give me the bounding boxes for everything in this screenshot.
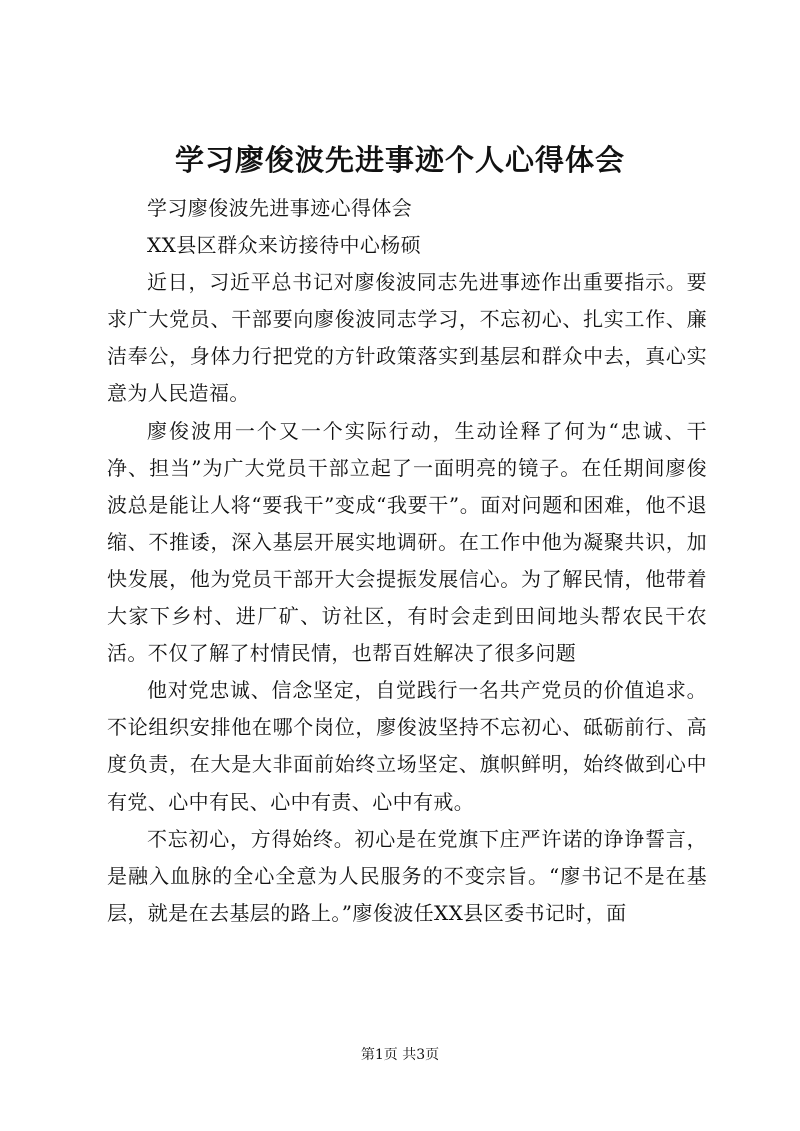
paragraph: 他对党忠诚、信念坚定，自觉践行一名共产党员的价值追求。不论组织安排他在哪个岗位，廖俊波坚持不忘初心、砥砺前行、高度负责，在大是大非面前始终立场坚定、旗帜鲜明，始终做到心中有党、心中有民、心中有责、心中有戒。 <box>107 678 707 814</box>
paragraph: 廖俊波用一个又一个实际行动，生动诠释了何为“忠诚、干净、担当”为广大党员干部立起了一面明亮的镜子。在任期间廖俊波总是能让人将“要我干”变成“我要干”。面对问题和困难，他不退缩、不推诿，深入基层开展实地调研。在工作中他为凝聚共识，加快发展，他为党员干部开大会提振发展信心。为了解民情，他带着大家下乡村、进厂矿、访社区，有时会走到田间地头帮农民干农活。不仅了解了村情民情，也帮百姓解决了很多问题 <box>107 418 707 666</box>
page-footer: 第1页 共3页 <box>360 1047 440 1063</box>
document-title: 学习廖俊波先进事迹个人心得体会 <box>174 143 625 177</box>
document-body <box>107 190 707 932</box>
paragraph-author: XX县区群众来访接待中心杨硕 <box>147 233 422 258</box>
paragraph-subtitle: 学习廖俊波先进事迹心得体会 <box>147 196 413 220</box>
paragraph: 近日，习近平总书记对廖俊波同志先进事迹作出重要指示。要求广大党员、干部要向廖俊波同志学习，不忘初心、扎实工作、廉洁奉公，身体力行把党的方针政策落实到基层和群众中去，真心实意为人民造福。 <box>107 270 707 406</box>
paragraph: 不忘初心，方得始终。初心是在党旗下庄严许诺的诤诤誓言，是融入血脉的全心全意为人民服务的不变宗旨。“廖书记不是在基层，就是在去基层的路上。”廖俊波任XX县区委书记时，面 <box>107 826 707 925</box>
